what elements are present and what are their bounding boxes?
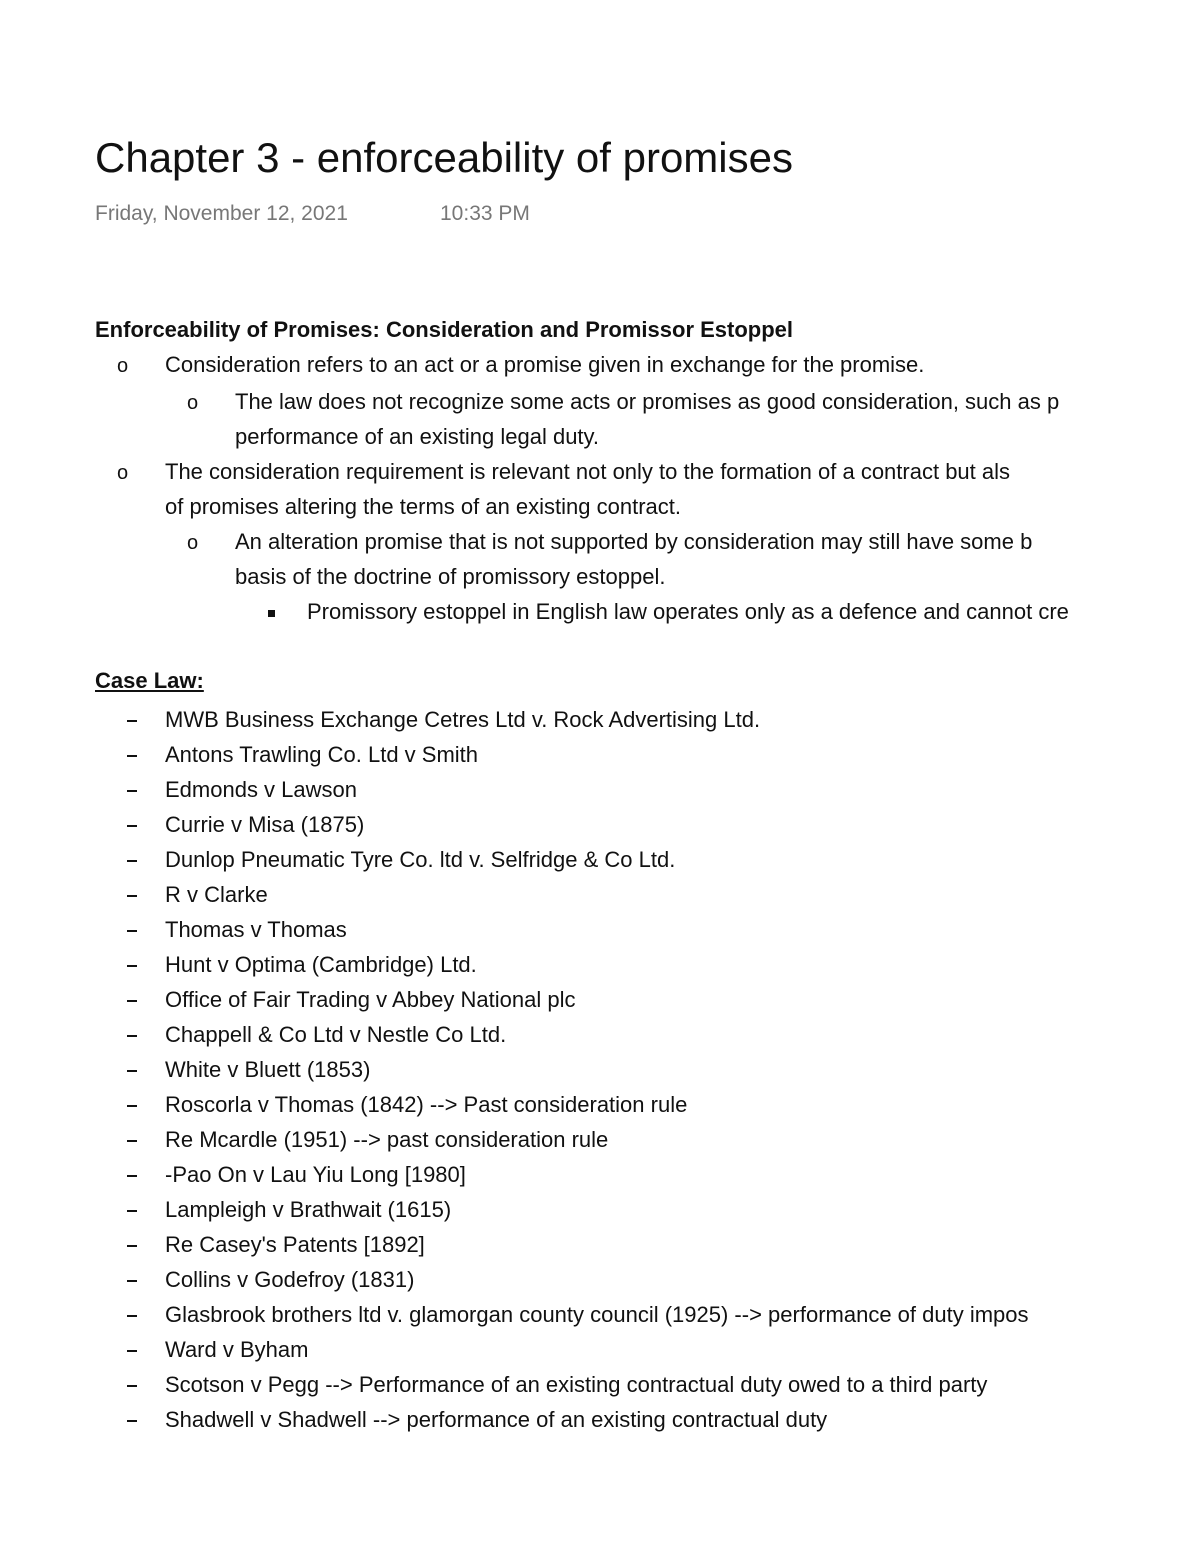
list-item [0, 1157, 1200, 1192]
case-name: Roscorla v Thomas (1842) --> Past consideration rule [165, 1092, 688, 1117]
circle-bullet-icon: o [187, 392, 199, 414]
circle-bullet-icon: o [117, 355, 129, 377]
section-item-3-continued: of promises altering the terms of an existing contract. [165, 494, 682, 519]
list-item [0, 737, 1200, 772]
list-item [0, 947, 1200, 982]
case-name: Lampleigh v Brathwait (1615) [165, 1197, 452, 1222]
case-name: Office of Fair Trading v Abbey National plc [165, 987, 576, 1012]
list-item [0, 1227, 1200, 1262]
dash-bullet-icon [127, 825, 137, 827]
circle-bullet-icon: o [117, 462, 129, 484]
list-item [0, 1122, 1200, 1157]
case-name: Collins v Godefroy (1831) [165, 1267, 415, 1292]
case-name: Edmonds v Lawson [165, 777, 357, 802]
case-law-heading: Case Law: [95, 668, 204, 693]
page-time: 10:33 PM [440, 202, 530, 225]
section-item-2-continued: performance of an existing legal duty. [235, 424, 600, 449]
dash-bullet-icon [127, 1175, 137, 1177]
case-name: Currie v Misa (1875) [165, 812, 365, 837]
section-heading: Enforceability of Promises: Consideration and Promissor Estoppel [95, 317, 794, 342]
section-item-3: The consideration requirement is relevant not only to the formation of a contract but als [165, 459, 1011, 484]
dash-bullet-icon [127, 1245, 137, 1247]
list-item [0, 702, 1200, 737]
section-item-1: Consideration refers to an act or a promise given in exchange for the promise. [165, 352, 925, 377]
case-law-list [0, 702, 1200, 1437]
list-item [0, 1297, 1200, 1332]
circle-bullet-icon: o [187, 532, 199, 554]
case-name: Re Casey's Patents [1892] [165, 1232, 425, 1257]
page-dateline [95, 200, 530, 228]
list-item [0, 1192, 1200, 1227]
case-name: White v Bluett (1853) [165, 1057, 371, 1082]
dash-bullet-icon [127, 1350, 137, 1352]
list-item [0, 912, 1200, 947]
list-item [0, 982, 1200, 1017]
dash-bullet-icon [127, 1280, 137, 1282]
case-name: MWB Business Exchange Cetres Ltd v. Rock Advertising Ltd. [165, 707, 761, 732]
case-name: Glasbrook brothers ltd v. glamorgan county council (1925) --> performance of duty impos [165, 1302, 1029, 1327]
dash-bullet-icon [127, 755, 137, 757]
list-item [0, 877, 1200, 912]
case-name: Chappell & Co Ltd v Nestle Co Ltd. [165, 1022, 507, 1047]
dash-bullet-icon [127, 1210, 137, 1212]
case-name: Ward v Byham [165, 1337, 309, 1362]
section-item-4: An alteration promise that is not supported by consideration may still have some b [235, 529, 1033, 554]
page-date: Friday, November 12, 2021 [95, 202, 348, 225]
list-item [0, 1017, 1200, 1052]
case-name: -Pao On v Lau Yiu Long [1980] [165, 1162, 466, 1187]
section-item-5: Promissory estoppel in English law operates only as a defence and cannot cre [307, 599, 1069, 624]
dash-bullet-icon [127, 1105, 137, 1107]
section-item-2: The law does not recognize some acts or promises as good consideration, such as p [235, 389, 1060, 414]
case-name: Scotson v Pegg --> Performance of an existing contractual duty owed to a third party [165, 1372, 988, 1397]
dash-bullet-icon [127, 790, 137, 792]
dash-bullet-icon [127, 1315, 137, 1317]
dash-bullet-icon [127, 720, 137, 722]
list-item [0, 1262, 1200, 1297]
case-name: Hunt v Optima (Cambridge) Ltd. [165, 952, 477, 977]
dash-bullet-icon [127, 965, 137, 967]
dash-bullet-icon [127, 895, 137, 897]
list-item [0, 772, 1200, 807]
list-item [0, 1052, 1200, 1087]
case-name: Shadwell v Shadwell --> performance of an existing contractual duty [165, 1407, 828, 1432]
case-name: R v Clarke [165, 882, 268, 907]
square-bullet-icon [268, 610, 275, 617]
dash-bullet-icon [127, 1385, 137, 1387]
dash-bullet-icon [127, 1420, 137, 1422]
list-item [0, 1332, 1200, 1367]
case-name: Dunlop Pneumatic Tyre Co. ltd v. Selfridge & Co Ltd. [165, 847, 676, 872]
dash-bullet-icon [127, 1035, 137, 1037]
list-item [0, 1402, 1200, 1437]
list-item [0, 1087, 1200, 1122]
case-name: Re Mcardle (1951) --> past consideration rule [165, 1127, 609, 1152]
dash-bullet-icon [127, 860, 137, 862]
dash-bullet-icon [127, 1070, 137, 1072]
case-name: Antons Trawling Co. Ltd v Smith [165, 742, 479, 767]
section-item-4-continued: basis of the doctrine of promissory estoppel. [235, 564, 666, 589]
page-title: Chapter 3 - enforceability of promises [95, 134, 793, 181]
case-name: Thomas v Thomas [165, 917, 347, 942]
dash-bullet-icon [127, 1000, 137, 1002]
list-item [0, 842, 1200, 877]
dash-bullet-icon [127, 1140, 137, 1142]
list-item [0, 807, 1200, 842]
dash-bullet-icon [127, 930, 137, 932]
list-item [0, 1367, 1200, 1402]
